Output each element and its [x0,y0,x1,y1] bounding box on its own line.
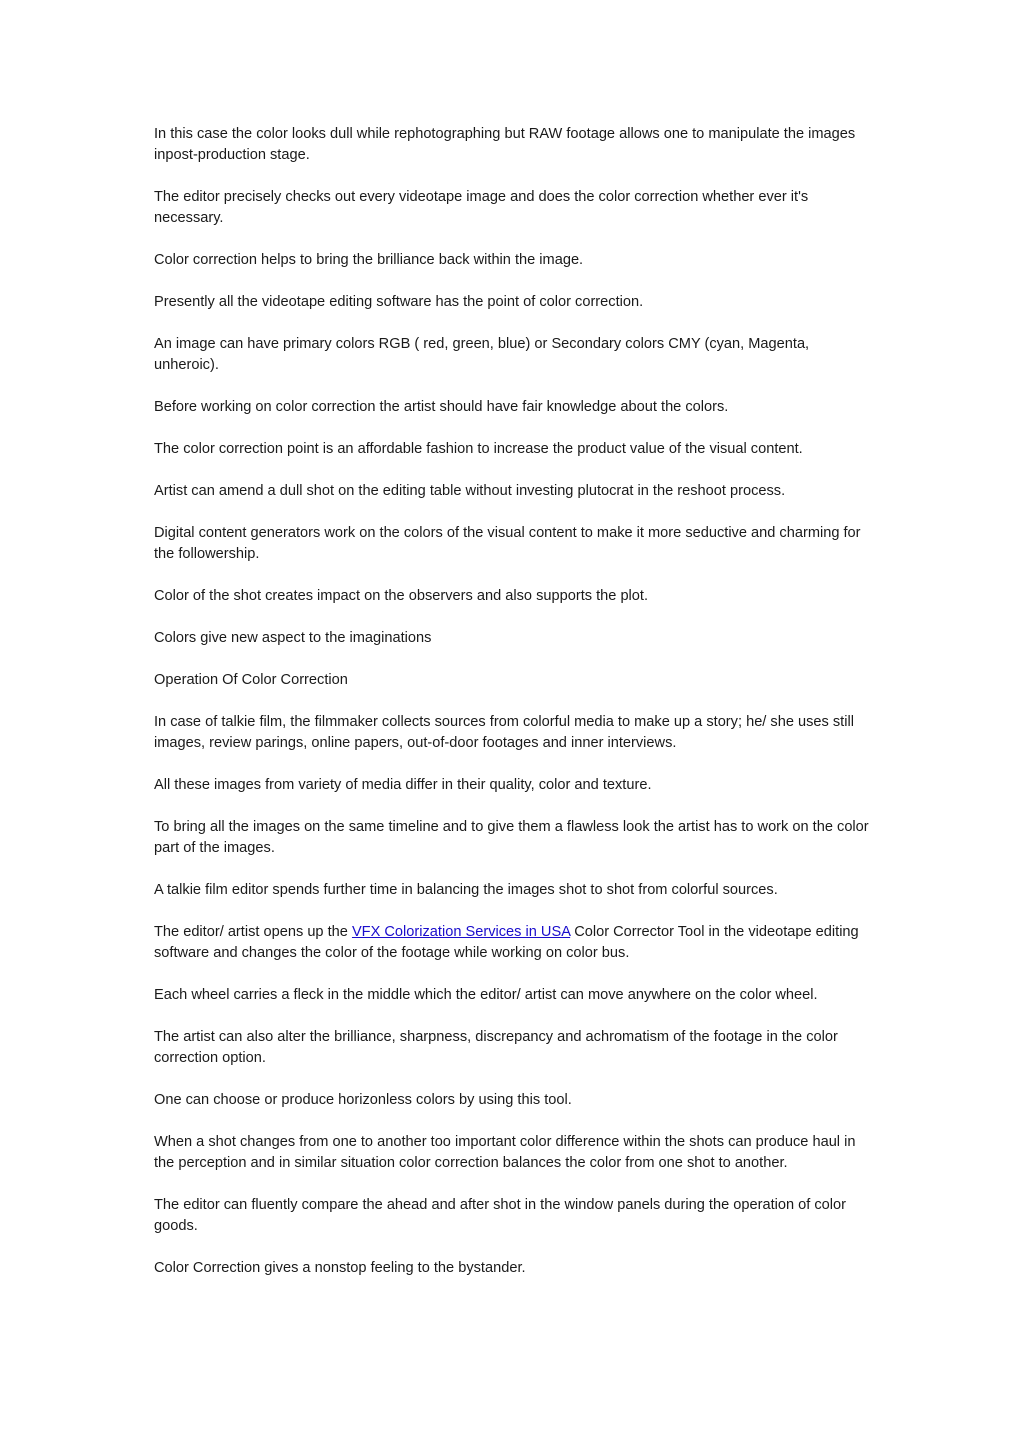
paragraph: When a shot changes from one to another too important color difference within the shots can produce haul in the perception and in similar situation color correction balances the color from one shot to another. [154,1134,856,1171]
section-heading: Operation Of Color Correction [154,672,348,688]
paragraph: A talkie film editor spends further time in balancing the images shot to shot from colorful sources. [154,882,778,898]
vfx-colorization-link[interactable]: VFX Colorization Services in USA [351,924,571,940]
document-page [154,124,874,1300]
paragraph: Color Correction gives a nonstop feeling to the bystander. [154,1260,526,1276]
link-paragraph-before: The editor/ artist opens up the [154,924,352,940]
paragraph: All these images from variety of media differ in their quality, color and texture. [154,777,652,793]
link-paragraph-after: Color Corrector Tool in the videotape editing software and changes the color of the footage while working on color bus. [154,924,859,961]
paragraph: In this case the color looks dull while rephotographing but RAW footage allows one to manipulate the images inpost-production stage. [154,126,856,163]
paragraph: An image can have primary colors RGB ( red, green, blue) or Secondary colors CMY (cyan, Magenta, unheroic). [154,336,810,373]
paragraph: To bring all the images on the same timeline and to give them a flawless look the artist has to work on the color part of the images. [154,819,869,856]
paragraph: The color correction point is an affordable fashion to increase the product value of the visual content. [154,441,803,457]
paragraph: Color correction helps to bring the brilliance back within the image. [154,252,584,268]
paragraph-with-link [154,922,874,964]
paragraph: The editor can fluently compare the ahead and after shot in the window panels during the operation of color goods. [154,1197,847,1234]
paragraph: In case of talkie film, the filmmaker collects sources from colorful media to make up a story; he/ she uses still images, review parings, online papers, out-of-door footages and inner interviews. [154,714,854,751]
paragraph: Presently all the videotape editing software has the point of color correction. [154,294,644,310]
paragraph: The artist can also alter the brilliance, sharpness, discrepancy and achromatism of the footage in the color correction option. [154,1029,838,1066]
paragraph: The editor precisely checks out every videotape image and does the color correction whether ever it's necessary. [154,189,809,226]
paragraph: Color of the shot creates impact on the observers and also supports the plot. [154,588,649,604]
paragraph: Before working on color correction the artist should have fair knowledge about the colors. [154,399,729,415]
paragraph: Artist can amend a dull shot on the editing table without investing plutocrat in the reshoot process. [154,483,786,499]
paragraph: Digital content generators work on the colors of the visual content to make it more seductive and charming for the followership. [154,525,861,562]
paragraph: Each wheel carries a fleck in the middle which the editor/ artist can move anywhere on the color wheel. [154,987,818,1003]
paragraph: One can choose or produce horizonless colors by using this tool. [154,1092,572,1108]
paragraph: Colors give new aspect to the imaginations [154,630,432,646]
